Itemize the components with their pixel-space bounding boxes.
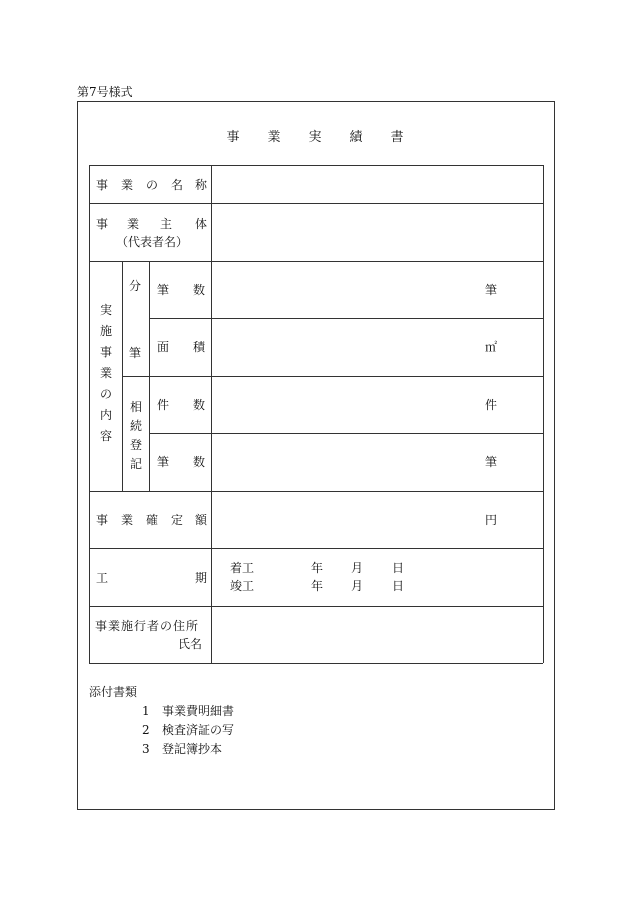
end-label: 竣工 — [230, 579, 255, 593]
hissu2-label: 筆 — [157, 455, 170, 469]
unit-yen: 円 — [485, 513, 498, 527]
unit-hitsu2: 筆 — [485, 455, 498, 469]
form-number: 第7号様式 — [77, 85, 133, 99]
unit-hitsu: 筆 — [485, 283, 498, 297]
list-item: 検査済証の写 — [162, 723, 235, 737]
implementation-label: 実施事業の内容 — [99, 303, 112, 443]
attachments-heading: 添付書類 — [89, 685, 138, 699]
unit-m2: ㎡ — [485, 340, 498, 354]
bunpitsu-label-2: 筆 — [129, 346, 142, 360]
list-item: 登記簿抄本 — [162, 742, 223, 756]
unit-ken: 件 — [485, 398, 498, 412]
souzoku-label: 相続登記 — [129, 400, 142, 471]
representative-label: （代表者名） — [116, 235, 189, 249]
document-title: 事 業 実 績 書 — [226, 130, 404, 145]
list-item: 事業費明細書 — [162, 704, 235, 718]
menseki-label: 面 — [157, 340, 170, 354]
hissu-label: 筆 — [157, 283, 170, 297]
bunpitsu-label-1: 分 — [129, 279, 142, 293]
executor-name-label: 氏名 — [178, 637, 203, 651]
kensu-label: 件 — [157, 398, 170, 412]
period-label: 工 — [96, 571, 109, 585]
executor-address-label: 事業施行者の住所 — [95, 619, 200, 633]
start-label: 着工 — [230, 561, 255, 575]
